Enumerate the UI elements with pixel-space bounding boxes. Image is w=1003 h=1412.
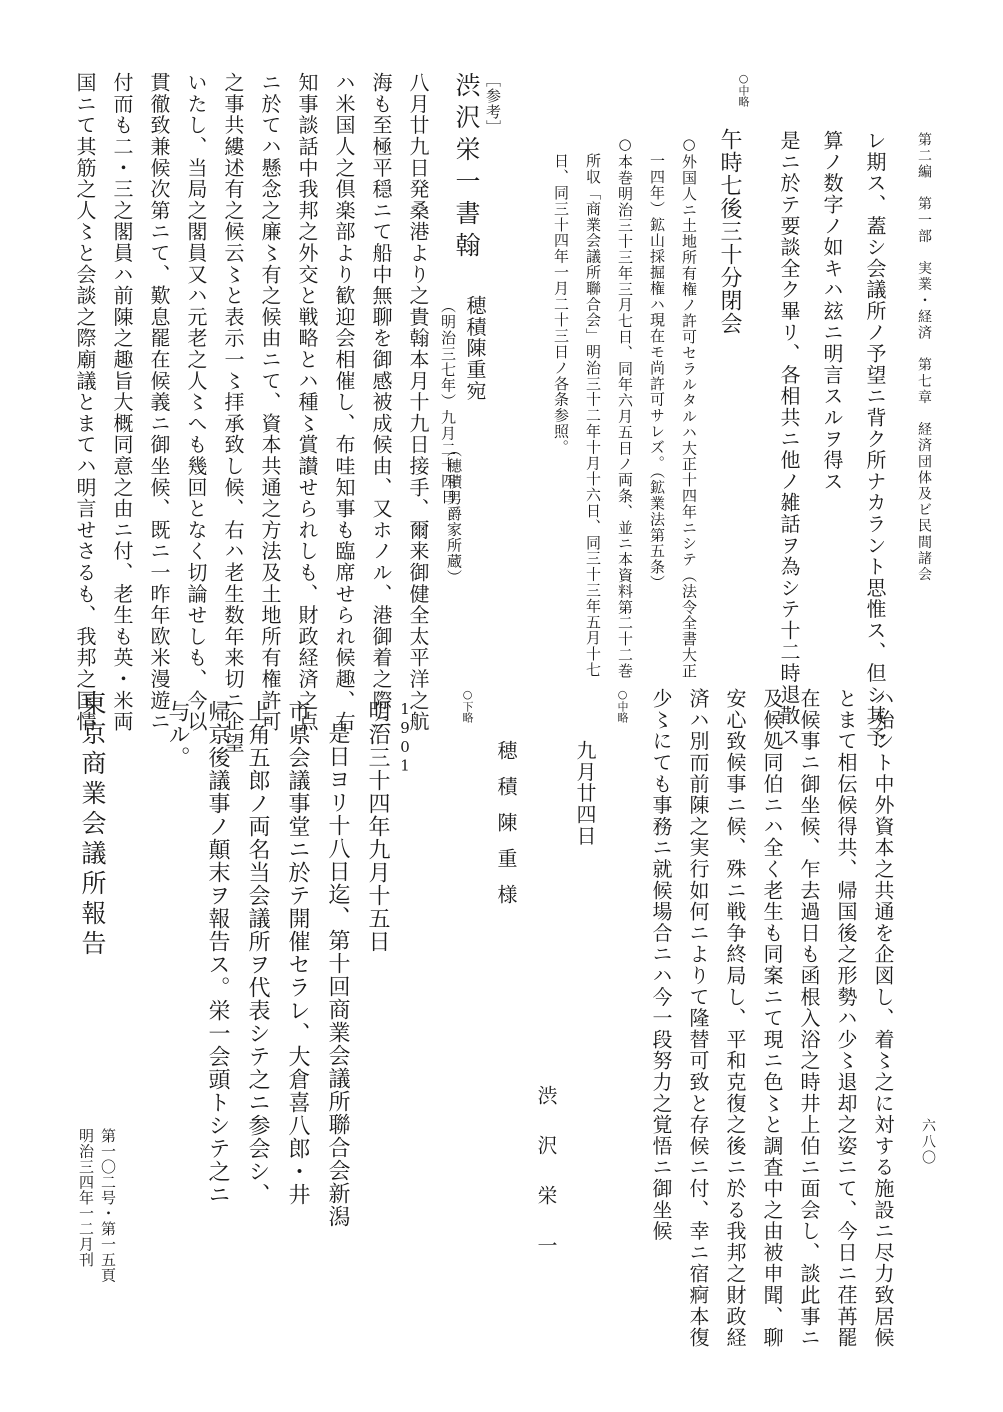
letter-date-note: （明治三七年）九月二十四日: [439, 298, 457, 505]
entry-line-3: 上角五郎ノ両名当会議所ヲ代表シテ之ニ参会シ、: [245, 700, 270, 1206]
entry-number: 1901: [396, 700, 414, 776]
letter-line-4: 知事談話中我邦之外交と戦略とハ種〻賞讃せられしも、財政経済之点: [295, 72, 319, 733]
source-title: 東京商業会議所報告: [78, 690, 107, 960]
letter-addressee: 穂積陳重様: [494, 740, 518, 920]
note-1-line-2: 一四年）鉱山採掘権ハ現在モ尚許可サレズ。（鉱業法第五条）: [648, 153, 666, 591]
letter-line-1: 八月廿九日発桑港より之貴翰本月十九日接手、爾来御健全太平洋之航: [406, 72, 430, 733]
reference-label: ［参考］: [484, 72, 502, 136]
page-number: 六八〇: [920, 1118, 936, 1167]
note-2-line-1: ○本巻明治三十三年三月七日、同年六月五日ノ両条、並ニ本資料第二十二巻: [616, 135, 634, 679]
note-2-line-3: 日、同三十四年一月二十三日ノ各条参照。: [552, 153, 570, 456]
omit-mark-upper: ○中略: [737, 72, 750, 107]
letter-cont-line-2: とまて相伝候得共、帰国後之形勢ハ少〻退却之姿ニて、今日ニ荏苒罷: [834, 688, 858, 1349]
letter-sender: 渋沢栄一: [534, 1085, 558, 1285]
letter-title: 渋沢栄一書翰: [452, 72, 481, 264]
omit-mark-lower: ○下略: [461, 688, 474, 723]
letter-line-3: ハ米国人之倶楽部より歓迎会相催し、布哇知事も臨席せられ候趣、右: [332, 72, 356, 733]
upper-right-line-2: 算ノ数字ノ如キハ玆ニ明言スルヲ得ス: [820, 130, 844, 493]
upper-right-line-3: 是ニ於テ要談全ク畢リ、各相共ニ他ノ雑話ヲ為シテ十二時退散ス: [777, 130, 801, 748]
entry-date: 明治三十四年九月十五日: [365, 700, 390, 953]
entry-line-5: 与ル。: [165, 700, 190, 769]
source-ref-1: 第一〇二号・第一五頁: [99, 1128, 117, 1283]
letter-cont-line-5: 安心致候事ニ候、殊ニ戦争終局し、平和克復之後ニ於る我邦之財政経: [723, 688, 747, 1349]
running-head: 第二編 第一部 実業・経済 第七章 経済団体及ビ民間諸会: [916, 132, 932, 583]
source-ref-2: 明治三四年一二月刊: [77, 1128, 95, 1268]
letter-cont-line-6: 済ハ別而前陳之実行如何ニよりて隆替可致と存候ニ付、幸ニ宿痾本復: [686, 688, 710, 1349]
letter-collection: （穂積男爵家所蔵）: [445, 442, 463, 586]
letter-line-10: 国ニて其筋之人〻と会談之際廟議とまてハ明言せさるも、我邦之国情: [73, 72, 97, 733]
note-1-line-1: ○外国人ニ土地所有権ノ許可セラルタルハ大正十四年ニシテ（法令全書大正: [680, 135, 698, 679]
note-2-line-2: 所収「商業会議所聯合会」明治三十二年十月十六日、同三十三年五月十七: [584, 153, 602, 678]
letter-line-2: 海も至極平穏ニて船中無聊を御感被成候由、又ホノル、港御着之際ニ: [369, 72, 393, 733]
letter-cont-line-1: ハ殆ント中外資本之共通を企図し、着〻之に対する施設ニ尽力致居候: [871, 688, 895, 1349]
letter-date: 九月廿四日: [573, 740, 597, 847]
closing-line: 午時七後三十分閉会: [717, 128, 742, 335]
upper-right-line-1: レ期ス、蓋シ会議所ノ予望ニ背ク所ナカラント思惟ス、但シ其予: [863, 130, 887, 748]
letter-line-5: ニ於てハ懸念之廉〻有之候由ニて、資本共通之方法及土地所有権許可: [258, 72, 282, 733]
entry-line-2: 市県会議事堂ニ於テ開催セラレ、大倉喜八郎・井: [285, 700, 310, 1206]
letter-cont-line-3: 在候事ニ御坐候、乍去過日も函根入浴之時井上伯ニ面会し、談此事ニ: [797, 688, 821, 1349]
letter-line-6: 之事共縷述有之候云〻と表示一〻拝承致し候、右ハ老生数年来切ニ企望: [221, 72, 245, 754]
letter-line-9: 付而も二・三之閣員ハ前陳之趣旨大概同意之由ニ付、老生も英・米両: [110, 72, 134, 733]
letter-cont-line-7: 少〻にても事務ニ就候場合ニハ今一段努力之覚悟ニ御坐候: [649, 688, 673, 1242]
letter-cont-line-4: 及候処同伯ニハ全く老生も同案ニて現ニ色〻と調査中之由被申聞、聊: [760, 688, 784, 1349]
letter-line-7: いたし、当局之閣員又ハ元老之人〻へも幾回となく切論せしも、今以: [184, 72, 208, 733]
omit-mark-middle: ○中略: [616, 688, 629, 723]
letter-recipient: 穂積陳重宛: [463, 295, 487, 402]
letter-line-8: 貫徹致兼候次第ニて、歎息罷在候義ニ御坐候、既ニ一昨年欧米漫遊ニ: [147, 72, 171, 733]
entry-line-4: 帰京後議事ノ顛末ヲ報告ス。栄一会頭トシテ之ニ: [205, 700, 230, 1206]
entry-line-1: 是日ヨリ十八日迄、第十回商業会議所聯合会新潟: [325, 722, 350, 1228]
